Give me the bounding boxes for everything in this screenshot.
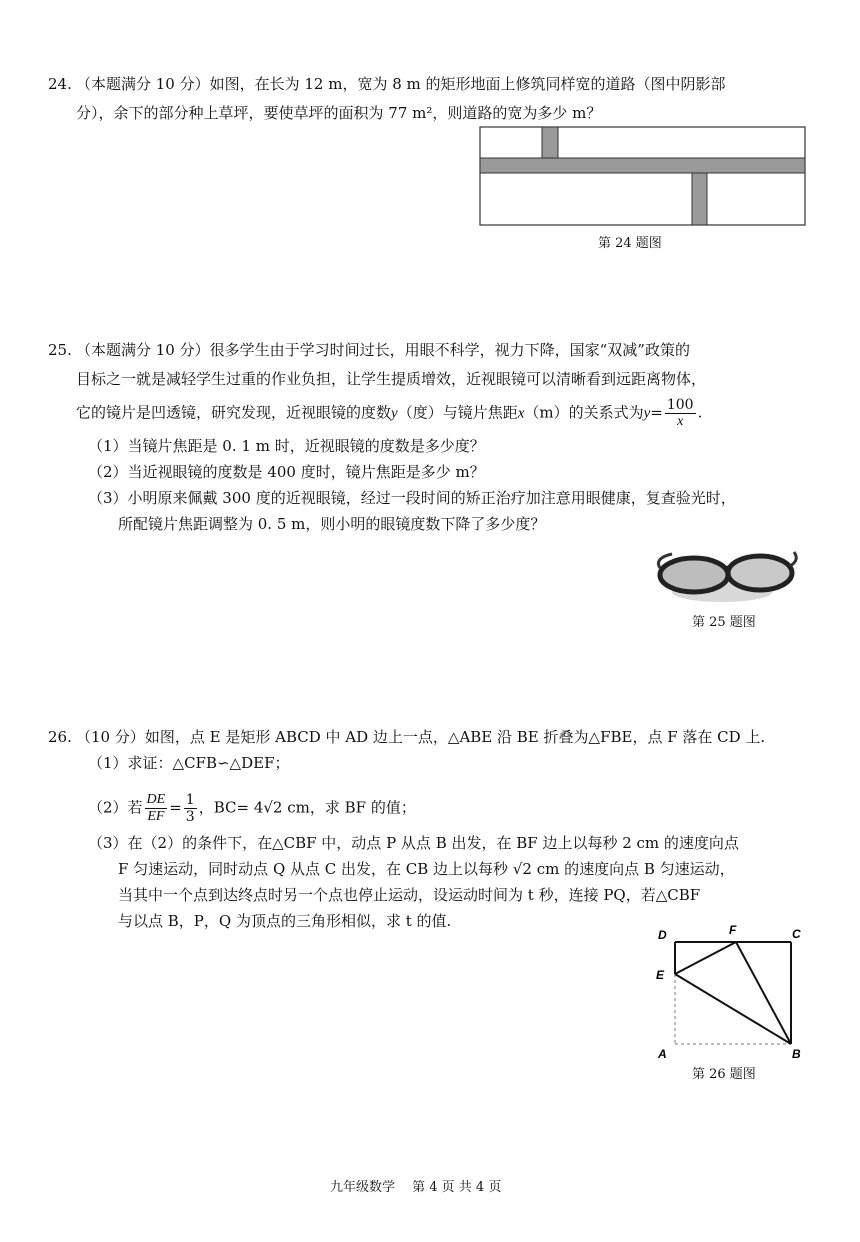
ratio-eq: = [169,798,182,817]
q26-sub2 [88,792,416,825]
q25-line1: （本题满分 10 分）很多学生由于学习时间过长，用眼不科学，视力下降，国家“双减”政策的 [76,341,690,359]
q26-sub1: （1）求证：△CFB∽△DEF； [88,754,290,772]
label-A: A [658,1047,667,1061]
q24-road-figure [478,125,808,230]
label-D: D [658,928,667,942]
formula-numerator: 100 [666,397,694,413]
label-C: C [792,927,801,941]
q25-line3-e: （m）的关系式为 [524,403,644,422]
q26-sub3-line2: F 匀速运动，同时动点 Q 从点 C 出发，在 CB 边上以每秒 √2 cm 的速度向点 B 匀速运动， [118,860,735,878]
q25-sub2: （2）当近视眼镜的度数是 400 度时，镜片焦距是多少 m？ [88,463,485,481]
q25-number: 25. [48,341,72,359]
formula-fraction [665,397,696,430]
q25-sub3-line1: （3）小明原来佩戴 300 度的近视眼镜，经过一段时间的矫正治疗加注意用眼健康，复查验光时， [88,489,736,507]
third-numerator: 1 [185,792,195,808]
var-y: y [391,405,398,422]
label-E: E [656,968,665,982]
formula-denominator: x [677,414,684,429]
q24-number: 24. [48,75,72,93]
q26-sub3-line1: （3）在（2）的条件下，在△CBF 中，动点 P 从点 B 出发，在 BF 边上以每秒 2 cm 的速度向点 [88,834,739,852]
q24-caption: 第 24 题图 [598,236,662,251]
q26-sub2-prefix: （2）若 [88,798,143,817]
formula-end: . [697,403,703,422]
third-denominator: 3 [185,809,195,825]
ratio-de-ef [145,792,168,825]
q25-caption: 第 25 题图 [692,615,756,630]
q25-line3-c: （度）与镜片焦距 [397,403,518,422]
formula-y: y [643,405,651,422]
q25-sub1: （1）当镜片焦距是 0. 1 m 时，近视眼镜的度数是多少度？ [88,437,485,455]
q25-line3-a: 它的镜片是凹透镜，研究发现，近视眼镜的度数 [76,403,392,422]
label-B: B [792,1047,801,1061]
var-x: x [517,405,525,422]
ratio-denominator: EF [147,809,165,824]
glasses-image [652,540,802,610]
q26-number: 26. [48,728,72,746]
q26-sub3-line4: 与以点 B，P，Q 为顶点的三角形相似，求 t 的值. [118,912,452,930]
q26-sub2-suffix: ，BC= 4√2 cm，求 BF 的值； [198,798,416,817]
q25-line2: 目标之一就是减轻学生过重的作业负担，让学生提质增效，近视眼镜可以清晰看到远距离物体， [76,370,707,388]
q26-caption: 第 26 题图 [692,1067,756,1082]
q26-line1: （10 分）如图，点 E 是矩形 ABCD 中 AD 边上一点，△ABE 沿 BE 折叠为△FBE，点 F 落在 CD 上. [76,728,766,746]
ratio-one-third [184,792,197,825]
q26-rectangle-figure [652,922,812,1064]
q25-line3 [76,397,702,430]
q25-sub3-line2: 所配镜片焦距调整为 0. 5 m，则小明的眼镜度数下降了多少度？ [118,515,546,533]
page-footer: 九年级数学 第 4 页 共 4 页 [330,1180,502,1195]
ratio-numerator: DE [146,792,166,807]
formula-eq: = [650,403,663,422]
q24-line1: （本题满分 10 分）如图，在长为 12 m，宽为 8 m 的矩形地面上修筑同样宽的道路（图中阴影部 [76,75,726,93]
q24-line2: 分），余下的部分种上草坪，要使草坪的面积为 77 m²，则道路的宽为多少 m？ [76,104,602,122]
q26-sub3-line3: 当其中一个点到达终点时另一个点也停止运动，设运动时间为 t 秒，连接 PQ，若△CBF [118,886,701,904]
label-F: F [729,923,737,937]
